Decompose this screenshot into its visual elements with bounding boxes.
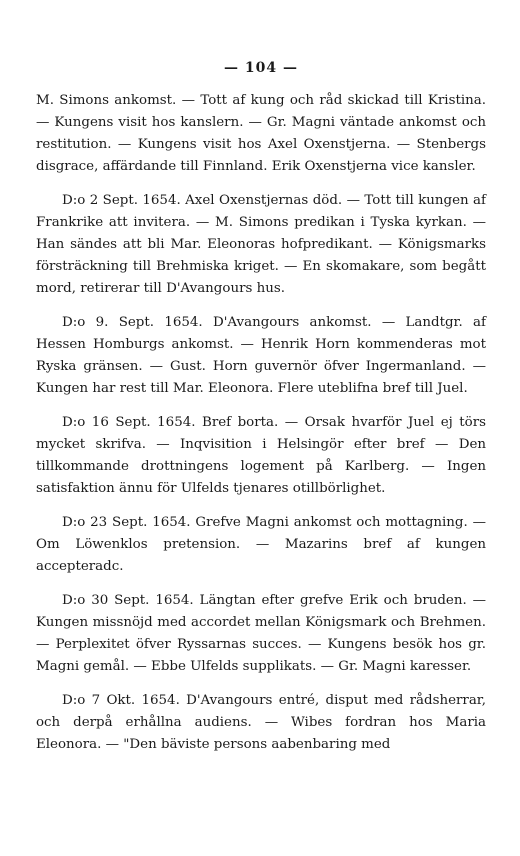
paragraph-2: D:o 2 Sept. 1654. Axel Oxenstjernas död. — Tott till kungen af Frankrike att invitera. — M. Simons predikan i Tyska kyrkan. — Han sändes att bli Mar. Eleonoras hofpredikant. — Königsmarks försträckning till Brehmiska kriget. — En skomakare, som begått mord, retirerar till D'Avangours hus.: [36, 193, 486, 296]
paragraph-3: D:o 9. Sept. 1654. D'Avangours ankomst. — Landtgr. af Hessen Homburgs ankomst. — Henrik Horn kommenderas mot Ryska gränsen. — Gust. Horn guvernör öfver Ingermanland. — Kungen har rest till Mar. Eleonora. Flere uteblifna bref till Juel.: [36, 315, 486, 396]
paragraph-6: D:o 30 Sept. 1654. Längtan efter grefve Erik och bruden. — Kungen missnöjd med accordet mellan Königsmark och Brehmen. — Perplexitet öfver Ryssarnas succes. — Kungens besök hos gr. Magni gemål. — Ebbe Ulfelds supplikats. — Gr. Magni karesser.: [36, 593, 486, 674]
paragraph-4: D:o 16 Sept. 1654. Bref borta. — Orsak hvarför Juel ej törs mycket skrifva. — Inqvisition i Helsingör efter bref — Den tillkommande drottningens logement på Karlberg. — Ingen satisfaktion ännu för Ulfelds tjenares otillbörlighet.: [36, 415, 486, 496]
paragraph-5: D:o 23 Sept. 1654. Grefve Magni ankomst och mottagning. — Om Löwenklos pretension. — Mazarins bref af kungen accepteradc.: [36, 515, 486, 574]
paragraph-1: M. Simons ankomst. — Tott af kung och råd skickad till Kristina. — Kungens visit hos kanslern. — Gr. Magni väntade ankomst och restitution. — Kungens visit hos Axel Oxenstjerna. — Stenbergs disgrace, affärdande till Finnland. Erik Oxenstjerna vice kansler.: [36, 93, 486, 174]
paragraph-7: D:o 7 Okt. 1654. D'Avangours entré, disput med rådsherrar, och derpå erhållna audiens. — Wibes fordran hos Maria Eleonora. — "Den bäviste persons aabenbaring med: [36, 693, 486, 752]
book-page: [36, 60, 486, 768]
page-number: — 104 —: [224, 60, 298, 76]
